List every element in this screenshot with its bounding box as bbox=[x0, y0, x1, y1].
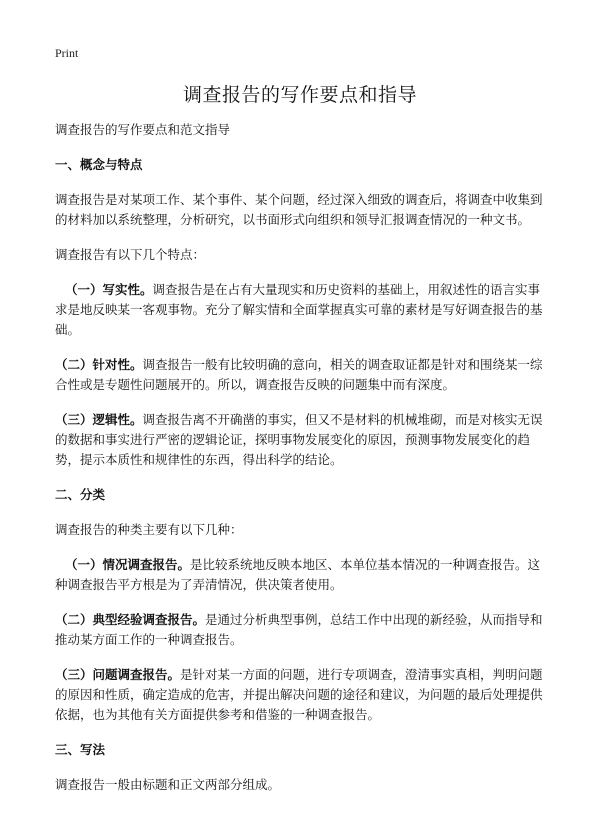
section-intro: 调查报告是对某项工作、某个事件、某个问题，经过深入细致的调查后，将调查中收集到的材料加以系统整理，分析研究，以书面形式向组织和领导汇报调查情况的一种文书。 bbox=[55, 192, 543, 227]
document-title: 调查报告的写作要点和指导 bbox=[182, 84, 417, 106]
item-text: 是针对某一方面的问题，进行专项调查，澄清事实真相，判明问题的原因和性质，确定造成的危害，并提出解决问题的途径和建议，为问题的最后处理提供依据，也为其他有关方面提供参考和借鉴的一种调查报告。 bbox=[55, 667, 543, 722]
section-lead-in: 调查报告的种类主要有以下几种： bbox=[55, 522, 243, 537]
list-item bbox=[55, 355, 550, 395]
item-label: （二）针对性。 bbox=[55, 357, 143, 372]
section-lead-in: 调查报告有以下几个特点： bbox=[55, 247, 206, 262]
item-text: 调查报告一般有比较明确的意向，相关的调查取证都是针对和围绕某一综合性或是专题性问题展开的。所以，调查报告反映的问题集中而有深度。 bbox=[55, 357, 543, 392]
item-label: （三）问题调查报告。 bbox=[55, 667, 181, 682]
section-heading: 一、概念与特点 bbox=[55, 157, 143, 172]
item-text: 调查报告离不开确凿的事实，但又不是材料的机械堆砌，而是对核实无误的数据和事实进行严密的逻辑论证，探明事物发展变化的原因，预测事物发展变化的趋势，提示本质性和规律性的东西，得出科学的结论。 bbox=[55, 412, 543, 467]
item-text: 调查报告是在占有大量现实和历史资料的基础上，用叙述性的语言实事求是地反映某一客观事物。充分了解实情和全面掌握真实可靠的素材是写好调查报告的基础。 bbox=[55, 282, 543, 337]
list-item bbox=[55, 665, 550, 725]
document-subtitle: 调查报告的写作要点和范文指导 bbox=[55, 122, 231, 137]
document-body bbox=[55, 120, 550, 810]
item-text: 是比较系统地反映本地区、本单位基本情况的一种调查报告。这种调查报告平方根是为了弄清情况，供决策者使用。 bbox=[55, 557, 541, 592]
item-text: 是通过分析典型事例，总结工作中出现的新经验，从而指导和推动某方面工作的一种调查报告。 bbox=[55, 612, 543, 647]
list-item bbox=[55, 555, 550, 595]
section-heading: 三、写法 bbox=[55, 742, 106, 757]
item-label: （一）情况调查报告。 bbox=[65, 557, 191, 572]
item-label: （三）逻辑性。 bbox=[55, 412, 143, 427]
section-intro: 调查报告一般由标题和正文两部分组成。 bbox=[55, 777, 281, 792]
section-heading: 二、分类 bbox=[55, 487, 106, 502]
list-item bbox=[55, 280, 550, 340]
print-link[interactable]: Print bbox=[55, 46, 79, 60]
list-item bbox=[55, 410, 550, 470]
list-item bbox=[55, 610, 550, 650]
item-label: （一）写实性。 bbox=[65, 282, 153, 297]
item-label: （二）典型经验调查报告。 bbox=[55, 612, 206, 627]
